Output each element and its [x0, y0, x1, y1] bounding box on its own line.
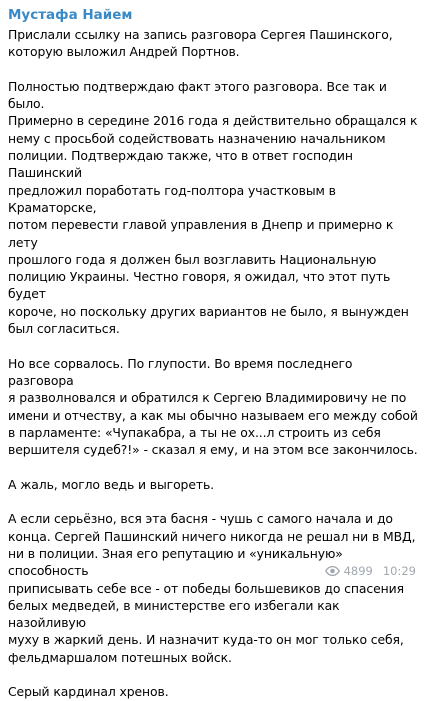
post-paragraph: А если серьёзно, вся эта басня - чушь с самого начала и до конца. Сергей Пашинский ничего никогда не решал ни в МВД, ни в полиции. Зная его репутацию и «уникальную» способность приписывать себе все - от победы большевиков до спасения белых медведей, в министерстве его избегали как назойливую муху в жаркий день. И назначит куда-то он мог только себя, фельдмаршалом потешных войск. [8, 511, 416, 665]
post-meta [325, 564, 416, 578]
post-paragraph: Серый кардинал хренов. [8, 684, 169, 700]
post-paragraph: Прислали ссылку на запись разговора Сергея Пашинского, которую выложил Андрей Портнов. [8, 27, 393, 60]
author-name[interactable]: Мустафа Найем [8, 7, 133, 23]
post-body [8, 26, 418, 701]
view-count: 4899 [343, 564, 373, 578]
post-paragraph: А жаль, могло ведь и выгореть. [8, 476, 214, 492]
post-paragraph: Но все сорвалось. По глупости. Во время последнего разговора я разволновался и обратился к Сергею Владимировичу не по имени и отчеству, а как мы обычно называем его между собой в парламенте: «Чупакабра, а ты не ох...л строить из себя вершителя судеб?!» - сказал я ему, и на этом все закончилось. [8, 355, 418, 458]
eye-icon [325, 566, 340, 576]
post-paragraph: Полностью подтверждаю факт этого разговора. Все так и было. Примерно в середине 2016 года я действительно обращался к нему с просьбой содействовать назначению начальником полиции. Подтверждаю также, что в ответ господин Пашинский предложил поработать год-полтора участковым в Краматорске, потом перевести главой управления в Днепр и примерно к лету прошлого года я должен был возглавить Национальную полицию Украины. Честно говоря, я ожидал, что этот путь будет короче, но поскольку других вариантов не было, я вынужден был согласиться. [8, 78, 418, 337]
post-time: 10:29 [382, 564, 416, 578]
